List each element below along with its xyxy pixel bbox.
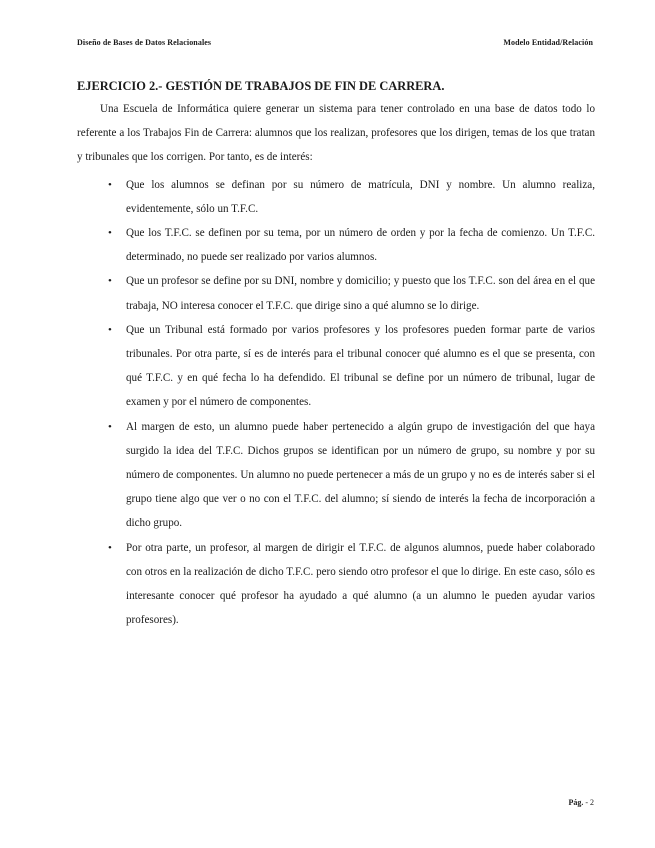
bullet-icon: • (108, 275, 112, 288)
running-header (77, 38, 593, 52)
intro-paragraph: Una Escuela de Informática quiere generar un sistema para tener controlado en una base de datos todo lo referente a los Trabajos Fin de Carrera: alumnos que los realizan, profesores que los dirigen, temas de los que tratan y tribunales que los corrigen. Por tanto, es de interés: (77, 103, 595, 164)
list-item-text: Que los alumnos se definan por su número de matrícula, DNI y nombre. Un alumno realiza, evidentemente, sólo un T.F.C. (126, 178, 595, 215)
page-number-value: - 2 (585, 798, 594, 807)
header-course-title: Diseño de Bases de Datos Relacionales (77, 38, 212, 47)
list-item (77, 173, 595, 221)
bullet-icon: • (108, 323, 112, 336)
list-item (77, 536, 595, 633)
list-item-text: Que un profesor se define por su DNI, nombre y domicilio; y puesto que los T.F.C. son del área en el que trabaja, NO interesa conocer el T.F.C. que dirige sino a qué alumno se lo dirige. (126, 275, 595, 312)
document-body (77, 78, 595, 632)
list-item (77, 269, 595, 317)
page-number (568, 798, 594, 807)
list-item-text: Por otra parte, un profesor, al margen de dirigir el T.F.C. de algunos alumnos, puede haber colaborado con otros en la realización de dicho T.F.C. pero siendo otro profesor el que lo dirige. En este caso, sólo es interesante conocer qué profesor ha ayudado a qué alumno (a un alumno le pueden ayudar varios profesores). (126, 541, 595, 627)
requirements-list (77, 173, 595, 633)
bullet-icon: • (108, 227, 112, 240)
bullet-icon: • (108, 178, 112, 191)
bullet-icon: • (108, 420, 112, 433)
list-item (77, 318, 595, 415)
list-item (77, 221, 595, 269)
list-item-text: Que un Tribunal está formado por varios profesores y los profesores pueden formar parte de varios tribunales. Por otra parte, sí es de interés para el tribunal conocer qué alumno es el que se presenta, con qué T.F.C. y en qué fecha lo ha defendido. El tribunal se define por un número de tribunal, lugar de examen y por el número de componentes. (126, 323, 595, 409)
header-chapter-title: Modelo Entidad/Relación (503, 38, 593, 47)
bullet-icon: • (108, 541, 112, 554)
page-label: Pág. (568, 798, 584, 807)
list-item (77, 415, 595, 536)
list-item-text: Que los T.F.C. se definen por su tema, por un número de orden y por la fecha de comienzo. Un T.F.C. determinado, no puede ser realizado por varios alumnos. (126, 227, 595, 264)
exercise-title: EJERCICIO 2.- GESTIÓN DE TRABAJOS DE FIN DE CARRERA. (77, 79, 445, 93)
list-item-text: Al margen de esto, un alumno puede haber pertenecido a algún grupo de investigación del que haya surgido la idea del T.F.C. Dichos grupos se identifican por un número de grupo, su nombre y por su número de componentes. Un alumno no puede pertenecer a más de un grupo y no es de interés saber si el grupo tiene algo que ver o no con el T.F.C. del alumno; sí siendo de interés la fecha de incorporación a dicho grupo. (126, 420, 595, 530)
